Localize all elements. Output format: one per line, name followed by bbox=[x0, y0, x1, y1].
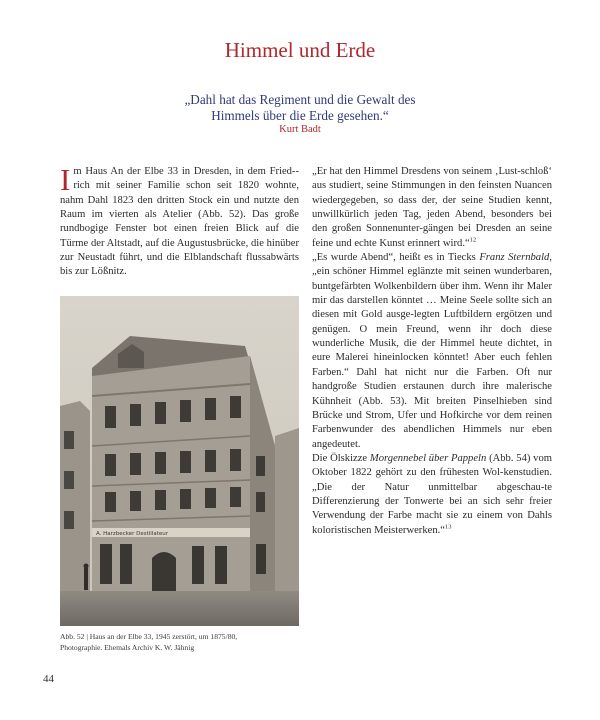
right-column bbox=[312, 165, 552, 538]
page-title: Himmel und Erde bbox=[224, 38, 376, 62]
footnote-ref-12: 12 bbox=[469, 236, 477, 244]
shop-sign-text: A. Harzbecker Destillateur bbox=[96, 531, 168, 537]
epigraph-line-2: Himmels über die Erde gesehen.“ bbox=[211, 108, 389, 123]
caption-line-1: Abb. 52 | Haus an der Elbe 33, 1945 zerstört, um 1875/80, bbox=[60, 632, 238, 641]
right-paragraph-3 bbox=[312, 452, 552, 538]
left-paragraph bbox=[60, 162, 299, 280]
quote-text-1: „Er hat den Himmel Dresdens von seinem ‚Lust-schloß‘ aus studiert, seine Stimmungen in den feinsten Nuancen wiedergegeben, so dass der, der seine Studien kennt, unwillkürlich jeden Tag, jeden Abend, besonders bei den großen Sonnenunter-gängen bei Dresden an seine feine und echte Kunst erinnert wird.“ bbox=[312, 166, 552, 249]
page-number: 44 bbox=[43, 673, 54, 685]
epigraph-author: Kurt Badt bbox=[279, 124, 321, 135]
p3-rest: (Abb. 54) vom Oktober 1822 gehört zu den frühesten Wol-kenstudien. „Die der Natur unmittelbar abgeschau-te Differenzierung der Tonwerte bei an sich sehr freier Verwendung der Farbe macht sie zu einem von Dahls koloristischen Meisterwerken.“ bbox=[312, 452, 553, 536]
left-column bbox=[60, 162, 299, 280]
p2-rest: , „ein schöner Himmel eglänzte mit seinen wunderbaren, buntgefärbten Wolkenbildern über ihm. Wenn ihr Maler mir das darstellen könntet … Meine Seele sollte sich an diesen mit Gold ausge-legten Luftbildern ergötzen und genügen. O mein Freund, wenn ihr doch diese wunderliche Musik, die der Himmel heute dichtet, in eure Malerei hineinlocken könntet! Aber euch fehlen Farben.“ Dahl hat nicht nur die Farben. Oft nur handgroße Studien erstaunen durch ihre malerische Kühnheit (Abb. 53). Mit breiten Pinselhieben sind Brücke und Strom, Ufer und Hofkirche vor dem reinen Farbenwunder des abendlichen Himmels nur eben angedeutet. bbox=[312, 252, 552, 450]
right-paragraph-1 bbox=[312, 165, 552, 251]
figure-photo bbox=[60, 296, 299, 626]
figure-caption bbox=[60, 632, 300, 653]
caption-line-2: Photographie. Ehemals Archiv K. W. Jähnig bbox=[60, 642, 195, 652]
p2-start: „Es wurde Abend“, heißt es in Tiecks bbox=[312, 252, 480, 264]
painting-title: Morgennebel über Pappeln bbox=[369, 452, 487, 464]
epigraph-quote bbox=[150, 92, 450, 124]
book-title-sternbald: Franz Sternbald bbox=[479, 252, 550, 264]
left-paragraph-text: m Haus An der Elbe 33 in Dresden, in dem Fried-rich mit seiner Familie schon seit 1820 wohnte, nahm Dahl 1823 den dritten Stock ein und nutzte den Raum im vierten als Atelier (Abb. 52). Das große rundbogige Fenster bot einen freien Blick auf die Türme der Altstadt, auf die Augustusbrücke, die hinüber zur Neustadt führt, und die Elblandschaft flussabwärts bis zur Lößnitz. bbox=[60, 166, 299, 278]
epigraph-line-1: „Dahl hat das Regiment und die Gewalt des bbox=[184, 92, 416, 107]
building-photograph bbox=[60, 296, 299, 626]
p3-start: Die Ölskizze bbox=[312, 452, 370, 464]
footnote-ref-13: 13 bbox=[444, 523, 452, 531]
right-paragraph-2 bbox=[312, 251, 552, 452]
drop-cap: I bbox=[60, 162, 71, 197]
